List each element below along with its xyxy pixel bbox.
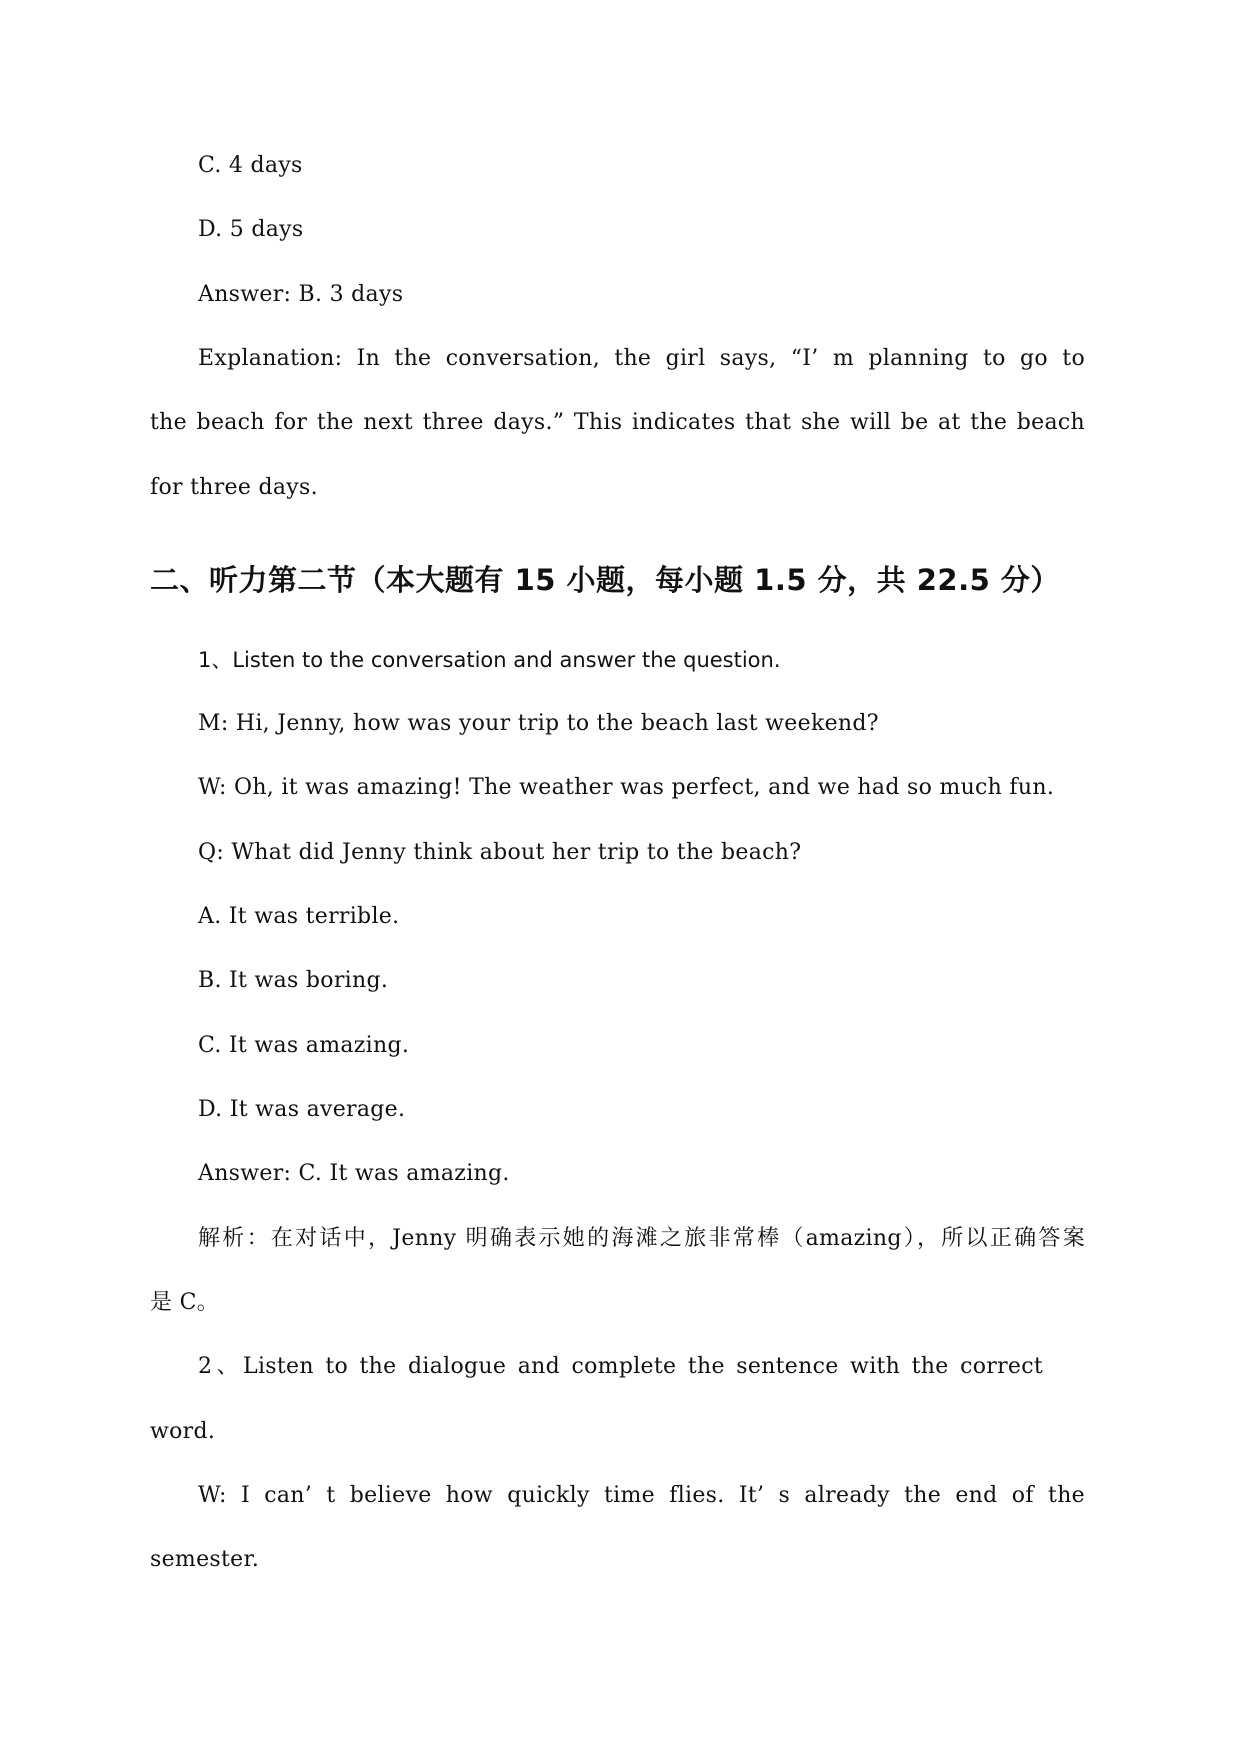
q1-analysis-line-2: 是 C。 — [150, 1290, 220, 1315]
q1-question: Q: What did Jenny think about her trip to the beach? — [198, 840, 802, 865]
q1-option-c: C. It was amazing. — [198, 1033, 410, 1058]
q1-prompt: 1、Listen to the conversation and answer the question. — [198, 648, 781, 672]
explanation-line-3: for three days. — [150, 475, 318, 500]
answer-line: Answer: B. 3 days — [198, 282, 404, 307]
explanation-line-1: Explanation: In the conversation, the girl says, “I’ m planning to go to — [198, 346, 1085, 371]
q1-analysis-line-1: 解析：在对话中，Jenny 明确表示她的海滩之旅非常棒（amazing），所以正确答案 — [198, 1226, 1085, 1251]
q2-dialogue-woman-line-1: W: I can’ t believe how quickly time flies. It’ s already the end of the — [198, 1483, 1085, 1508]
q1-option-b: B. It was boring. — [198, 968, 389, 993]
q2-dialogue-woman-line-2: semester. — [150, 1547, 260, 1572]
q1-dialogue-man: M: Hi, Jenny, how was your trip to the beach last weekend? — [198, 711, 879, 736]
q2-prompt-line-2: word. — [150, 1419, 216, 1444]
q1-option-a: A. It was terrible. — [198, 904, 400, 929]
q1-answer: Answer: C. It was amazing. — [198, 1161, 510, 1186]
q1-option-d: D. It was average. — [198, 1097, 406, 1122]
option-c: C. 4 days — [198, 153, 303, 178]
q2-prompt-line-1: 2、Listen to the dialogue and complete the sentence with the correct — [198, 1354, 1043, 1379]
option-d: D. 5 days — [198, 217, 304, 242]
explanation-line-2: the beach for the next three days.” This indicates that she will be at the beach — [150, 410, 1085, 435]
section-heading: 二、听力第二节（本大题有 15 小题，每小题 1.5 分，共 22.5 分） — [150, 563, 1060, 597]
q1-dialogue-woman: W: Oh, it was amazing! The weather was perfect, and we had so much fun. — [198, 775, 1055, 800]
